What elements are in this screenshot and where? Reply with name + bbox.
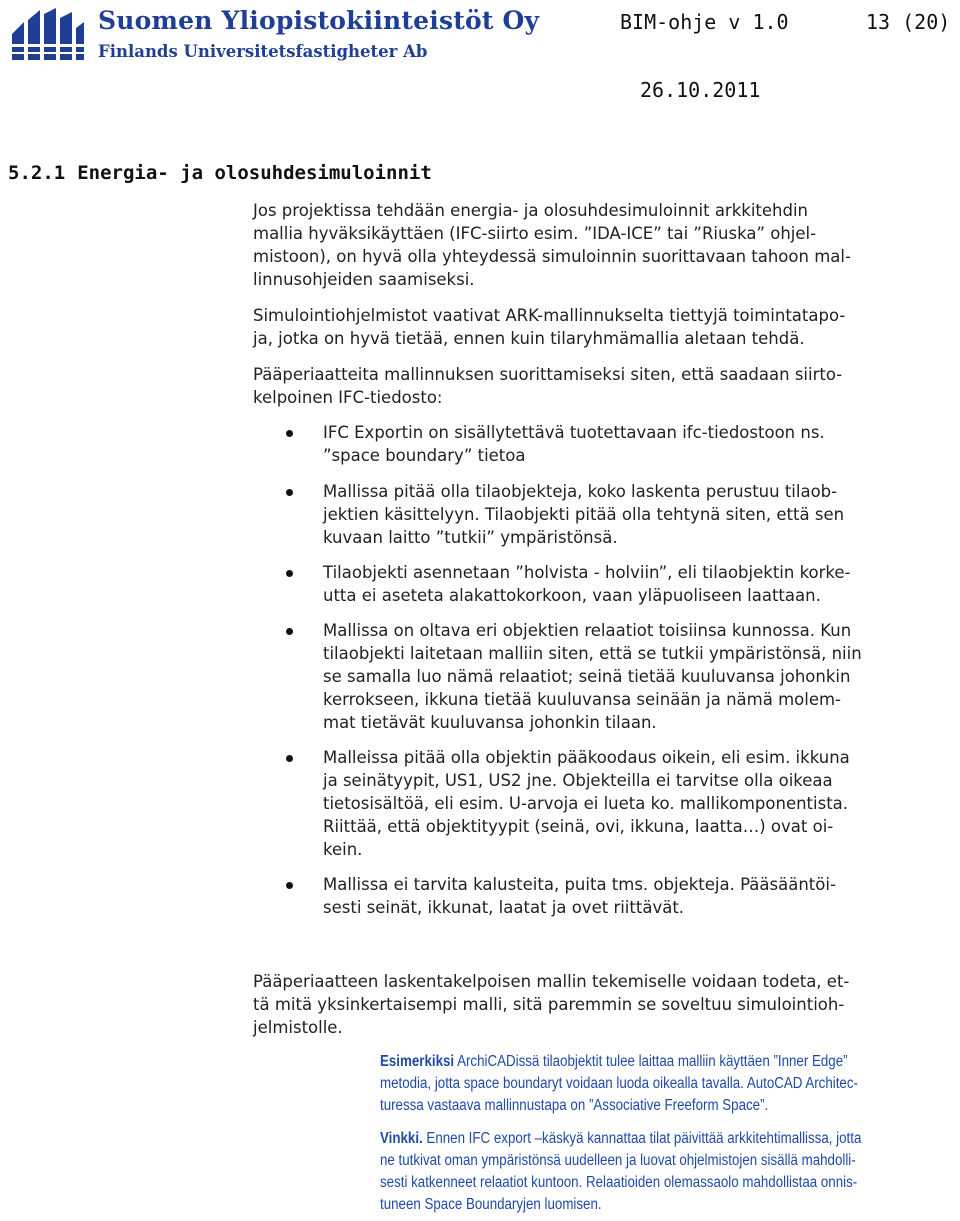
paragraph-line: tä mitä yksinkertaisempi malli, sitä paremmin se soveltuu simulointioh- [253,995,845,1014]
page-number: 13 (20) [866,10,951,34]
paragraph-line: ja, jotka on hyvä tietää, ennen kuin tilaryhmämallia aletaan tehdä. [253,329,805,348]
list-item-line: mat tietävät kuuluvansa johonkin tilaan. [323,713,657,732]
list-item-line: kuvaan laitto ”tutkii” ympäristönsä. [323,528,618,547]
section-heading [8,162,432,184]
note-line: Esimerkiksi ArchiCADissä tilaobjektit tulee laittaa malliin käyttäen ”Inner Edge” [380,1053,848,1070]
paragraph-line: linnusohjeiden saamiseksi. [253,270,475,289]
list-item-line: Tilaobjekti asennetaan ”holvista - holviin”, eli tilaobjektin korke- [323,563,851,582]
document-date: 26.10.2011 [640,78,761,102]
paragraph-line: jelmistolle. [253,1018,343,1037]
bullet-icon [286,570,293,577]
list-item-line: utta ei aseteta alakattokorkoon, vaan yläpuoliseen laattaan. [323,586,821,605]
logo-mark-icon [10,6,86,62]
list-item-line: ”space boundary” tietoa [323,446,526,465]
paragraph-line: mallia hyväksikäyttäen (IFC-siirto esim. ”IDA-ICE” tai ”Riuska” ohjel- [253,224,817,243]
list-item-line: sesti seinät, ikkunat, laatat ja ovet riittävät. [323,898,685,917]
org-name-sv: Finlands Universitetsfastigheter Ab [98,42,428,61]
paragraph-line: Jos projektissa tehdään energia- ja olosuhdesimuloinnit arkkitehdin [253,201,809,220]
paragraph-line: mistoon), on hyvä olla yhteydessä simuloinnin suorittavaan tahoon mal- [253,247,851,266]
paragraph-line: kelpoinen IFC-tiedosto: [253,388,443,407]
list-item-line: tilaobjekti laitetaan malliin siten, että se tutkii ympäristönsä, niin [323,644,862,663]
list-item-line: kerrokseen, ikkuna tietää kuuluvansa seinään ja nämä molem- [323,690,842,709]
list-item-line: Mallissa on oltava eri objektien relaatiot toisiinsa kunnossa. Kun [323,621,852,640]
note-line: tuneen Space Boundaryjen luomisen. [380,1196,602,1213]
note-line: turessa vastaava mallinnustapa on ”Associative Freeform Space”. [380,1097,769,1114]
section-number: 5.2.1 [8,162,66,184]
list-item-line: Mallissa ei tarvita kalusteita, puita tms. objekteja. Pääsääntöi- [323,875,836,894]
list-item-line: tietosisältöä, eli esim. U-arvoja ei lueta ko. mallikomponentista. [323,794,849,813]
paragraph-line: Simulointiohjelmistot vaativat ARK-mallinnukselta tiettyjä toimintatapo- [253,306,846,325]
note-label: Esimerkiksi [380,1053,455,1070]
note-line: Vinkki. Ennen IFC export –käskyä kannattaa tilat päivittää arkkitehtimallissa, jotta [380,1130,862,1147]
org-name-fi: Suomen Yliopistokiinteistöt Oy [98,6,540,35]
list-item-line: Mallissa pitää olla tilaobjekteja, koko laskenta perustuu tilaob- [323,482,838,501]
list-item-line: IFC Exportin on sisällytettävä tuotettavaan ifc-tiedostoon ns. [323,423,825,442]
paragraph-line: Pääperiaatteen laskentakelpoisen mallin tekemiselle voidaan todeta, et- [253,972,850,991]
bullet-icon [286,755,293,762]
company-logo [10,6,540,66]
list-item-line: Malleissa pitää olla objektin pääkoodaus oikein, eli esim. ikkuna [323,748,850,767]
list-item-line: se samalla luo nämä relaatiot; seinä tietää kuuluvansa johonkin [323,667,851,686]
bullet-icon [286,489,293,496]
list-item-line: ja seinätyypit, US1, US2 jne. Objekteilla ei tarvitse olla oikeaa [323,771,833,790]
paragraph-line: Pääperiaatteita mallinnuksen suorittamiseksi siten, että saadaan siirto- [253,365,843,384]
list-item-line: jektien käsittelyyn. Tilaobjekti pitää olla tehtynä siten, että sen [323,505,845,524]
bullet-icon [286,628,293,635]
note-line: sesti katkenneet relaatiot kuntoon. Relaatioiden olemassaolo mahdollistaa onnis- [380,1174,858,1191]
bullet-icon [286,430,293,437]
note-line: metodia, jotta space boundaryt voidaan luoda oikealla tavalla. AutoCAD Architec- [380,1075,858,1092]
document-title: BIM-ohje v 1.0 [620,10,789,34]
tip-label: Vinkki. [380,1130,423,1147]
list-item-line: Riittää, että objektityypit (seinä, ovi, ikkuna, laatta…) ovat oi- [323,817,834,836]
section-title: Energia- ja olosuhdesimuloinnit [77,162,432,184]
bullet-icon [286,882,293,889]
note-line: ne tutkivat oman ympäristönsä uudelleen ja luovat ohjelmistojen sisällä mahdolli- [380,1152,856,1169]
list-item-line: kein. [323,840,363,859]
